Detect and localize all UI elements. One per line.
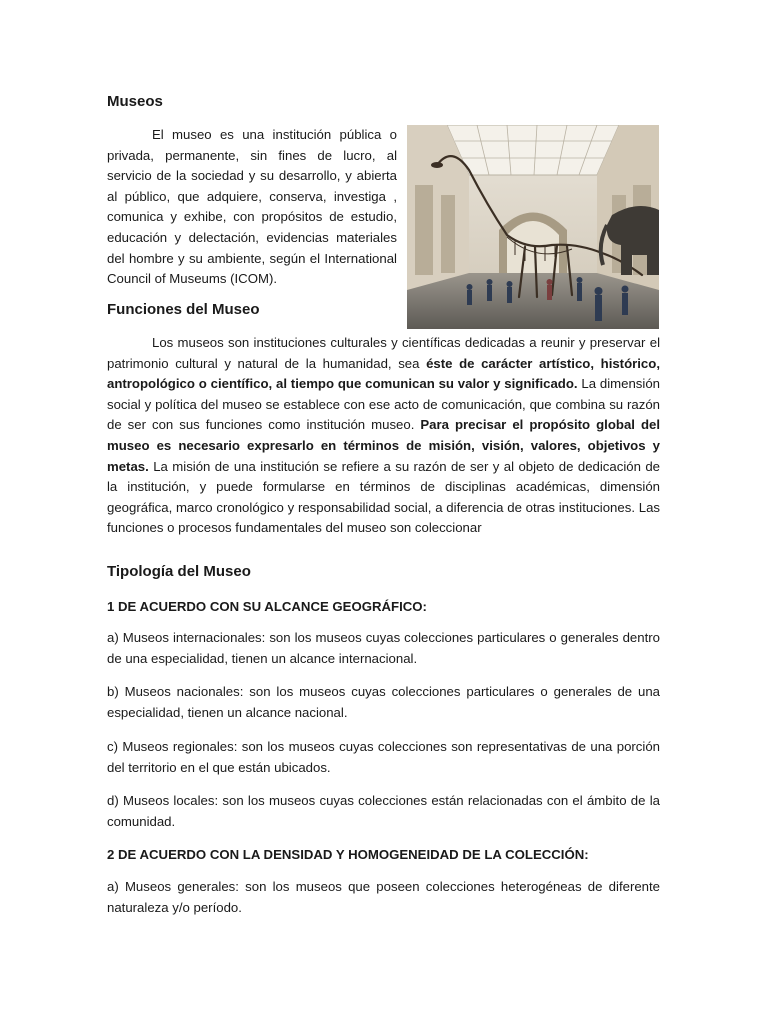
list-item-nacionales: b) Museos nacionales: son los museos cuyas colecciones particulares o generales de una especialidad, tienen un alcance nacional.: [107, 684, 660, 720]
paragraph-museo-definition: [107, 125, 397, 290]
list-item-internacionales: a) Museos internacionales: son los museos cuyas colecciones particulares o generales dentro de una especialidad, tienen un alcance internacional.: [107, 630, 660, 666]
museo-definition-text: El museo es una institución pública o privada, permanente, sin fines de lucro, al servicio de la sociedad y su desarrollo, y abierta al público, que adquiere, conserva, investiga , comunica y exhibe, con propósitos de estudio, educación y delectación, evidencias materiales del hombre y su ambiente, según el International Council of Museums (ICOM).: [107, 127, 397, 287]
subheading-alcance-geografico: 1 DE ACUERDO CON SU ALCANCE GEOGRÁFICO:: [107, 599, 427, 614]
list-item-generales: a) Museos generales: son los museos que poseen colecciones heterogéneas de diferente naturaleza y/o período.: [107, 879, 660, 915]
funciones-text-c: La dimensión social y política del museo se establece con ese acto de comunicación, que combina su razón de ser con sus funciones como institución museo.: [107, 376, 660, 433]
funciones-text-e: La misión de una institución se refiere a su razón de ser y al objeto de dedicación de la institución, y puede formularse en términos de disciplinas académicas, dimensión geográfica, marco cronológico y responsabilidad social, a diferencia de otras instituciones. Las funciones o procesos fundamentales del museo son coleccionar: [107, 458, 660, 536]
list-item-locales: d) Museos locales: son los museos cuyas colecciones están relacionadas con el ámbito de la comunidad.: [107, 793, 660, 829]
museum-hall-photo: [407, 125, 659, 329]
funciones-text-a: Los museos son instituciones culturales y científicas dedicadas a reunir y preservar el patrimonio cultural y natural de la humanidad, sea: [107, 335, 660, 371]
funciones-text-d-bold: Para precisar el propósito global del museo es necesario expresarlo en términos de misión, visión, valores, objetivos y metas.: [107, 417, 661, 474]
heading-museos: Museos: [107, 93, 163, 110]
list-item-regionales: c) Museos regionales: son los museos cuyas colecciones son representativas de una porción del territorio en el que están ubicados.: [107, 739, 660, 775]
paragraph-funciones: [107, 333, 660, 539]
subheading-densidad-homogeneidad: 2 DE ACUERDO CON LA DENSIDAD Y HOMOGENEIDAD DE LA COLECCIÓN:: [107, 847, 589, 862]
heading-funciones: Funciones del Museo: [107, 301, 260, 318]
funciones-text-b-bold: éste de carácter artístico, histórico, antropológico o científico, al tiempo que comunican su valor y significado.: [107, 355, 660, 392]
funciones-text: [107, 333, 660, 539]
heading-tipologia: Tipología del Museo: [107, 563, 251, 580]
